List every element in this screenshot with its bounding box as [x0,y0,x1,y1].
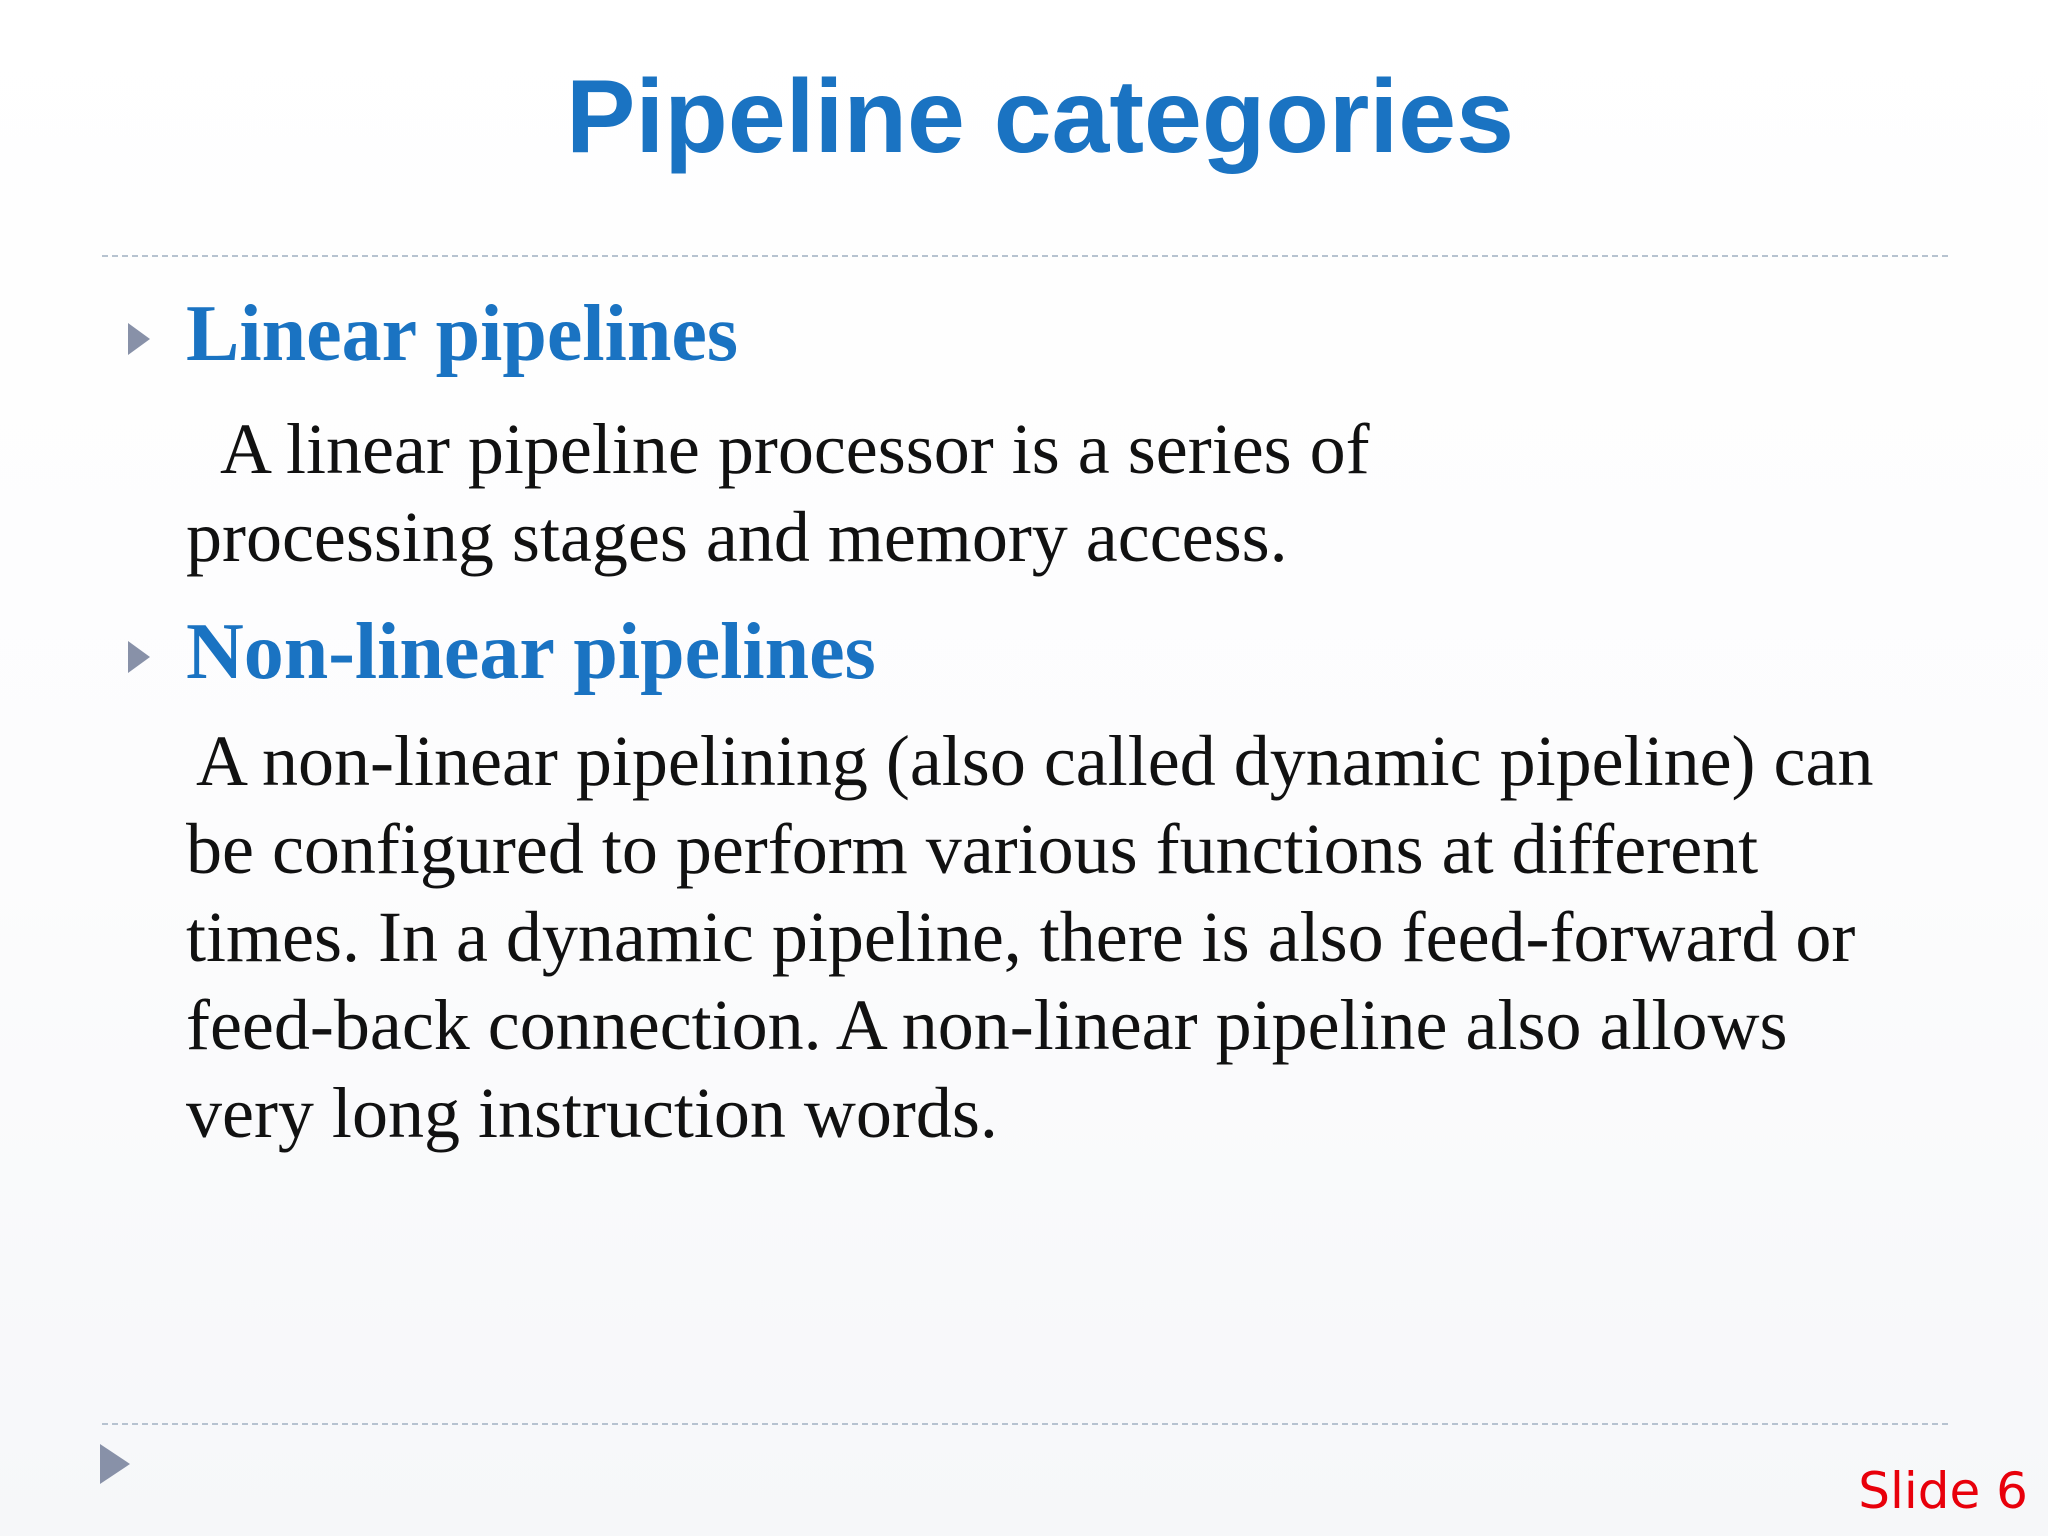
footer-triangle-icon [100,1444,130,1484]
bullet-triangle-icon [128,323,150,355]
body-line: feed-back connection. A non-linear pipeline also allows [186,985,1788,1065]
body-line: be configured to perform various functions at different [186,809,1759,889]
body-line: A linear pipeline processor is a series of [220,409,1370,489]
slide-title: Pipeline categories [566,59,1514,175]
body-line: processing stages and memory access. [186,497,1288,577]
bullet-triangle-icon [128,641,150,673]
top-divider [102,255,1948,257]
bottom-divider [102,1423,1948,1425]
section-heading-linear: Linear pipelines [186,290,738,378]
section-body-nonlinear [186,717,1873,1157]
section-heading-nonlinear: Non-linear pipelines [186,608,876,696]
body-line: A non-linear pipelining (also called dynamic pipeline) can [196,721,1874,801]
body-line: very long instruction words. [186,1073,998,1153]
body-line: times. In a dynamic pipeline, there is also feed-forward or [186,897,1856,977]
section-body-linear [186,405,1370,581]
slide-number: Slide 6 [1858,1462,2028,1520]
